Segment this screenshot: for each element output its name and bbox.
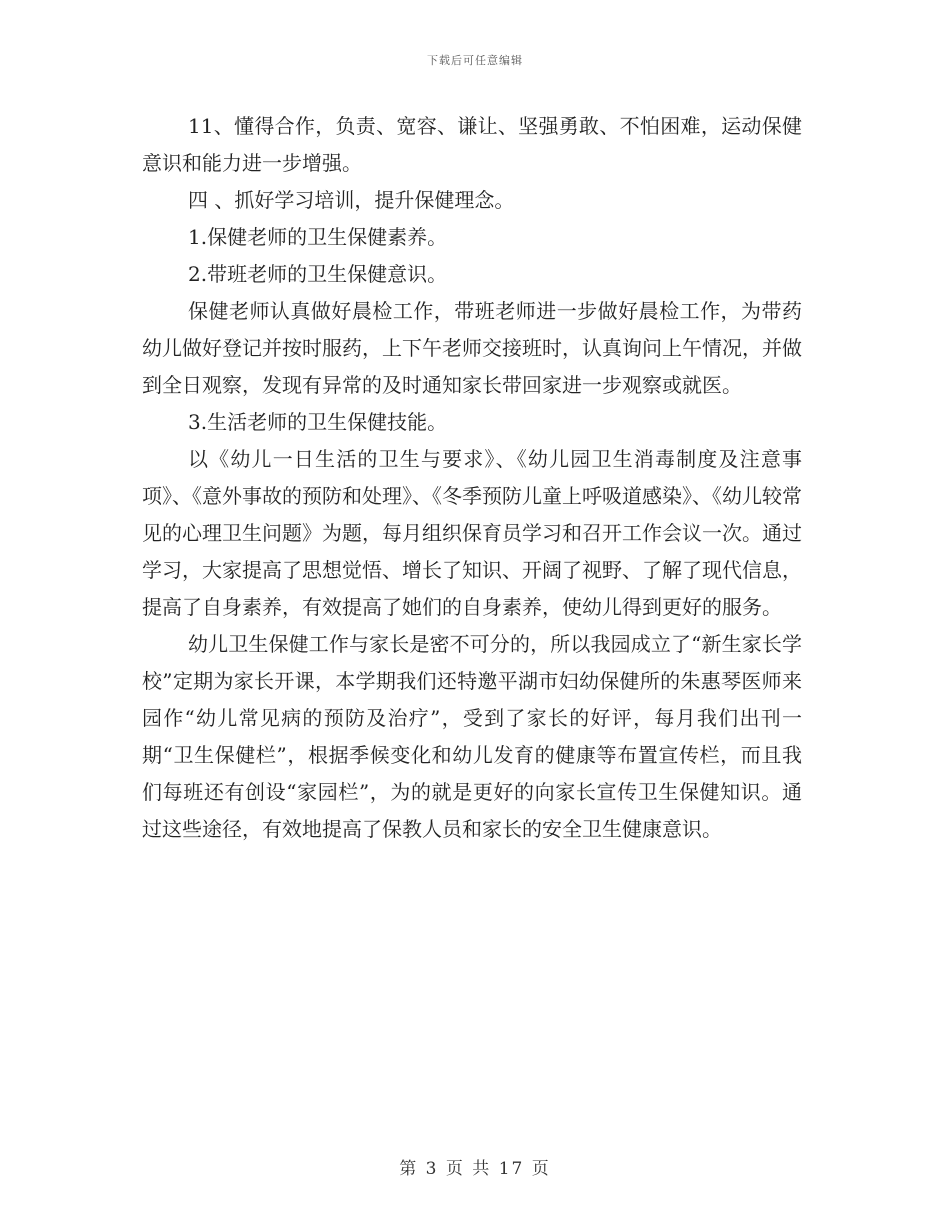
paragraph-parents: 幼儿卫生保健工作与家长是密不可分的，所以我园成立了“新生家长学校”定期为家长开课，本学期我们还特邀平湖市妇幼保健所的朱惠琴医师来园作“幼儿常见病的预防及治疗”，受到了家长的好评，每月我们出刊一期“卫生保健栏”，根据季候变化和幼儿发育的健康等布置宣传栏，而且我们每班还有创设“家园栏”，为的就是更好的向家长宣传卫生保健知识。通过这些途径，有效地提高了保教人员和家长的安全卫生健康意识。 (142, 632, 802, 841)
subheading-2: 2.带班老师的卫生保健意识。 (188, 262, 448, 286)
paragraph-morning-check: 保健老师认真做好晨检工作，带班老师进一步做好晨检工作，为带药幼儿做好登记并按时服药，上下午老师交接班时，认真询问上午情况，并做到全日观察，发现有异常的及时通知家长带回家进一步观察或就医。 (142, 299, 802, 397)
page-header: 下载后可任意编辑 (427, 54, 523, 67)
document-body (142, 108, 802, 848)
page-footer: 第 3 页 共 17 页 (399, 1159, 551, 1179)
subheading-3: 3.生活老师的卫生保健技能。 (188, 410, 448, 434)
paragraph-training: 以《幼儿一日生活的卫生与要求》、《幼儿园卫生消毒制度及注意事项》、《意外事故的预防和处理》、《冬季预防儿童上呼吸道感染》、《幼儿较常见的心理卫生问题》为题，每月组织保育员学习和召开工作会议一次。通过学习，大家提高了思想觉悟、增长了知识、开阔了视野、了解了现代信息，提高了自身素养，有效提高了她们的自身素养，使幼儿得到更好的服务。 (142, 447, 802, 619)
subheading-1: 1.保健老师的卫生保健素养。 (188, 225, 448, 249)
section-heading-4: 四 、抓好学习培训，提升保健理念。 (188, 188, 515, 212)
paragraph-item-11: 11、懂得合作，负责、宽容、谦让、坚强勇敢、不怕困难，运动保健意识和能力进一步增强。 (142, 114, 802, 175)
